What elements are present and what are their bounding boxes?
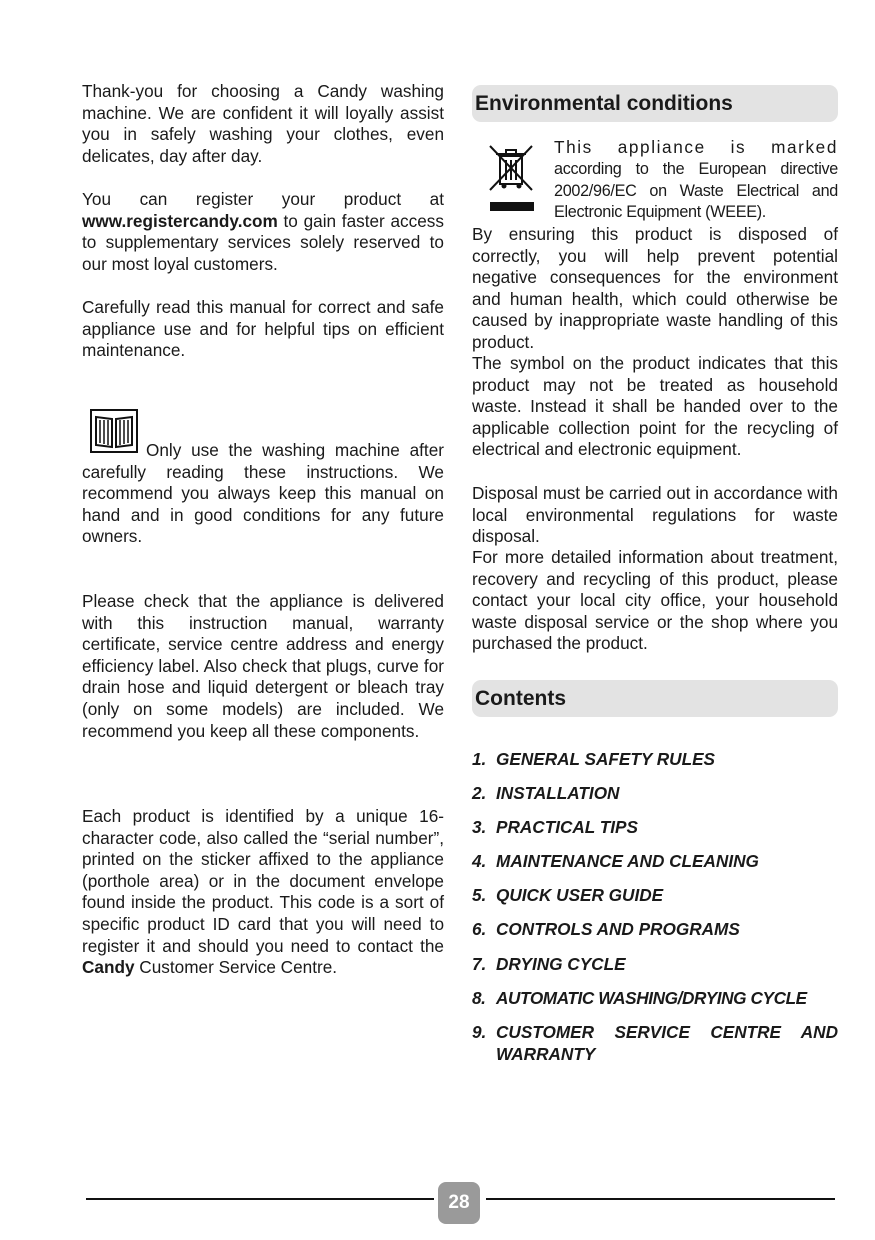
toc-number: 1. xyxy=(472,749,487,769)
toc-item-2[interactable] xyxy=(472,783,838,805)
toc-label: AUTOMATIC WASHING/DRYING CYCLE xyxy=(496,988,807,1008)
toc-item-8[interactable] xyxy=(472,988,838,1010)
register-link[interactable]: www.registercandy.com xyxy=(82,210,278,231)
intro-paragraph: Thank-you for choosing a Candy washing machine. We are confident it will loyally assist you in safely washing your clothes, even delicates, day after day. xyxy=(82,81,444,166)
toc-item-3[interactable] xyxy=(472,817,838,839)
weee-intro-line: This appliance is marked xyxy=(554,137,838,157)
toc-label: MAINTENANCE AND CLEANING xyxy=(496,851,759,871)
toc-item-6[interactable] xyxy=(472,919,838,941)
toc-item-4[interactable] xyxy=(472,851,838,873)
manual-note-paragraph xyxy=(82,440,444,548)
toc-label: CONTROLS AND PROGRAMS xyxy=(496,919,740,939)
toc-item-7[interactable] xyxy=(472,954,838,976)
check-contents-paragraph: Please check that the appliance is delivered with this instruction manual, warranty certificate, service centre address and energy efficiency label. Also check that plugs, curve for drain hose and liquid detergent or bleach tray (only on some models) are included. We recommend you keep all these components. xyxy=(82,591,444,741)
page-number: 28 xyxy=(438,1182,480,1224)
toc-label: CUSTOMER SERVICE CENTRE AND WARRANTY xyxy=(496,1022,838,1064)
crossed-bin-icon xyxy=(486,142,538,214)
toc-item-5[interactable] xyxy=(472,885,838,907)
env-paragraph-1: By ensuring this product is disposed of correctly, you will help prevent potential negative consequences for the environment and human health, which could otherwise be caused by inappropriate waste handling of this product. xyxy=(472,224,838,352)
toc-number: 3. xyxy=(472,817,487,837)
register-text: You can register your product at xyxy=(82,189,444,209)
serial-paragraph xyxy=(82,806,444,979)
environment-heading: Environmental conditions xyxy=(472,85,838,122)
toc-item-1[interactable] xyxy=(472,749,838,771)
env-paragraph-2: The symbol on the product indicates that this product may not be treated as household waste. Instead it shall be handed over to the applicable collection point for the recycling of electrical and electronic equipment. xyxy=(472,353,838,460)
register-text-post: to gain faster access to supplementary services solely reserved to our most loyal customers. xyxy=(82,210,444,274)
toc-label: GENERAL SAFETY RULES xyxy=(496,749,716,769)
toc-number: 5. xyxy=(472,885,487,905)
toc-label: DRYING CYCLE xyxy=(496,954,626,974)
toc-number: 6. xyxy=(472,919,487,939)
toc-item-9[interactable] xyxy=(472,1022,838,1065)
toc-label: INSTALLATION xyxy=(496,783,620,803)
toc-number: 8. xyxy=(472,988,486,1008)
env-paragraph-3: Disposal must be carried out in accordance with local environmental regulations for waste disposal. xyxy=(472,483,838,547)
toc-number: 2. xyxy=(472,783,487,803)
serial-text-post: Customer Service Centre. xyxy=(134,957,338,978)
contents-heading: Contents xyxy=(472,680,838,717)
footer-rule-right xyxy=(486,1198,835,1200)
toc-label: PRACTICAL TIPS xyxy=(496,817,638,837)
env-paragraph-4: For more detailed information about treatment, recovery and recycling of this product, please contact your local city office, your household waste disposal service or the shop where you purchased the product. xyxy=(472,547,838,654)
weee-directive-text: according to the European directive 2002/96/EC on Waste Electrical and Electronic Equipment (WEEE). xyxy=(554,160,838,222)
toc-number: 9. xyxy=(472,1022,487,1042)
register-paragraph xyxy=(82,189,444,275)
read-manual-paragraph: Carefully read this manual for correct and safe appliance use and for helpful tips on efficient maintenance. xyxy=(82,297,444,361)
toc-label: QUICK USER GUIDE xyxy=(496,885,664,905)
footer-rule-left xyxy=(86,1198,434,1200)
serial-text: Each product is identified by a unique 16-character code, also called the “serial number”, printed on the sticker affixed to the appliance (porthole area) or in the document envelope found inside the product. This code is a sort of specific product ID card that you will need to register it and should you need to contact the xyxy=(82,806,444,956)
brand-name: Candy xyxy=(82,957,135,978)
toc-number: 7. xyxy=(472,954,487,974)
toc-number: 4. xyxy=(472,851,487,871)
manual-note-text: Only use the washing machine after carefully reading these instructions. We recommend you always keep this manual on hand and in good conditions for any future owners. xyxy=(82,440,444,547)
